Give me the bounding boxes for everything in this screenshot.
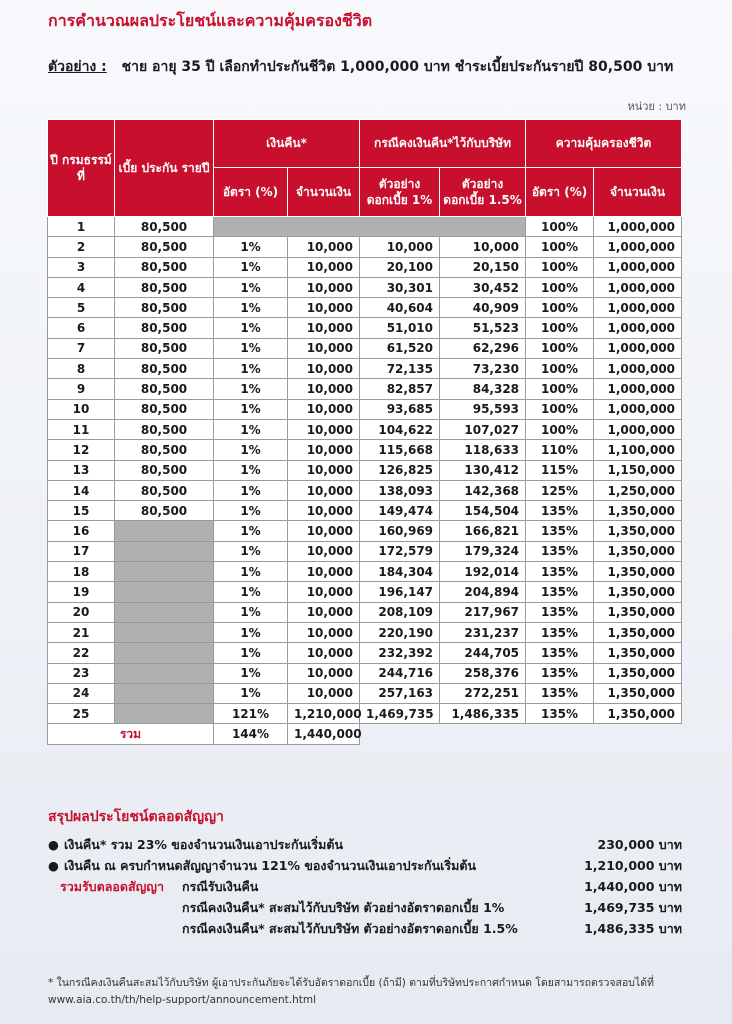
cell-coverage-rate: 135% <box>526 541 594 561</box>
page-title: การคำนวณผลประโยชน์และความคุ้มครองชีวิต <box>48 11 373 30</box>
cell-coverage-amount: 1,350,000 <box>594 562 682 582</box>
cell-interest-1-5: 10,000 <box>440 237 526 257</box>
header-cashback-amount: จำนวนเงิน <box>288 168 360 217</box>
cell-empty-gray <box>214 217 526 237</box>
cell-interest-1: 126,825 <box>360 460 440 480</box>
cell-coverage-rate: 135% <box>526 521 594 541</box>
total-amount: 1,440,000 <box>288 724 360 744</box>
cell-premium: 80,500 <box>115 399 214 419</box>
summary-title: สรุปผลประโยชน์ตลอดสัญญา <box>48 809 224 825</box>
cell-interest-1-5: 73,230 <box>440 359 526 379</box>
cell-cashback-rate: 1% <box>214 480 288 500</box>
cell-interest-1: 104,622 <box>360 419 440 439</box>
example-text: ชาย อายุ 35 ปี เลือกทำประกันชีวิต 1,000,000 บาท ชำระเบี้ยประกันรายปี 80,500 บาท <box>121 59 674 75</box>
cell-coverage-amount: 1,000,000 <box>594 419 682 439</box>
table-row <box>48 480 682 500</box>
cell-cashback-amount: 10,000 <box>288 359 360 379</box>
cell-interest-1: 208,109 <box>360 602 440 622</box>
cell-coverage-rate: 115% <box>526 460 594 480</box>
cell-cashback-rate: 1% <box>214 318 288 338</box>
cell-interest-1-5: 258,376 <box>440 663 526 683</box>
cell-premium <box>115 704 214 724</box>
cell-coverage-rate: 135% <box>526 683 594 703</box>
header-interest-1: ตัวอย่าง ดอกเบี้ย 1% <box>360 168 440 217</box>
table-row <box>48 622 682 642</box>
cell-interest-1: 40,604 <box>360 298 440 318</box>
cell-premium <box>115 602 214 622</box>
summary-item-value: 230,000 บาท <box>597 836 682 852</box>
table-row <box>48 501 682 521</box>
cell-coverage-amount: 1,350,000 <box>594 663 682 683</box>
cell-year: 3 <box>48 257 115 277</box>
cell-cashback-amount: 10,000 <box>288 541 360 561</box>
cell-cashback-rate: 1% <box>214 277 288 297</box>
summary-total-text: กรณีรับเงินคืน <box>182 878 259 894</box>
cell-interest-1: 1,469,735 <box>360 704 440 724</box>
cell-interest-1-5: 192,014 <box>440 562 526 582</box>
cell-cashback-amount: 10,000 <box>288 622 360 642</box>
table-row <box>48 602 682 622</box>
cell-cashback-amount: 1,210,000 <box>288 704 360 724</box>
cell-interest-1: 72,135 <box>360 359 440 379</box>
cell-premium <box>115 663 214 683</box>
cell-cashback-amount: 10,000 <box>288 602 360 622</box>
cell-premium <box>115 541 214 561</box>
table-row <box>48 298 682 318</box>
cell-coverage-rate: 135% <box>526 562 594 582</box>
cell-cashback-rate: 1% <box>214 419 288 439</box>
cell-interest-1: 196,147 <box>360 582 440 602</box>
cell-year: 15 <box>48 501 115 521</box>
cell-premium: 80,500 <box>115 440 214 460</box>
cell-year: 2 <box>48 237 115 257</box>
header-premium: เบี้ย ประกัน รายปี <box>115 120 214 217</box>
cell-coverage-amount: 1,350,000 <box>594 501 682 521</box>
table-row <box>48 704 682 724</box>
cell-coverage-amount: 1,350,000 <box>594 704 682 724</box>
example-line <box>48 56 673 78</box>
cell-coverage-rate: 100% <box>526 359 594 379</box>
cell-year: 24 <box>48 683 115 703</box>
cell-premium: 80,500 <box>115 237 214 257</box>
cell-coverage-rate: 100% <box>526 379 594 399</box>
cell-interest-1-5: 1,486,335 <box>440 704 526 724</box>
cell-premium: 80,500 <box>115 217 214 237</box>
cell-cashback-amount: 10,000 <box>288 399 360 419</box>
cell-interest-1-5: 40,909 <box>440 298 526 318</box>
table-row <box>48 541 682 561</box>
cell-year: 20 <box>48 602 115 622</box>
table-row <box>48 440 682 460</box>
table-row <box>48 277 682 297</box>
cell-coverage-amount: 1,000,000 <box>594 237 682 257</box>
footnote-text: * ในกรณีคงเงินคืนสะสมไว้กับบริษัท ผู้เอาประกันภัยจะได้รับอัตราดอกเบี้ย (ถ้ามี) ตามที่บริษัทประกาศกำหนด โดยสามารถตรวจสอบได้ที่ <box>48 977 654 989</box>
header-coverage-rate: อัตรา (%) <box>526 168 594 217</box>
cell-interest-1-5: 204,894 <box>440 582 526 602</box>
cell-coverage-amount: 1,000,000 <box>594 318 682 338</box>
table-body <box>48 217 682 745</box>
table-row <box>48 338 682 358</box>
cell-cashback-rate: 1% <box>214 379 288 399</box>
cell-cashback-amount: 10,000 <box>288 521 360 541</box>
table-row <box>48 318 682 338</box>
cell-year: 18 <box>48 562 115 582</box>
cell-coverage-rate: 125% <box>526 480 594 500</box>
cell-cashback-rate: 1% <box>214 602 288 622</box>
cell-year: 16 <box>48 521 115 541</box>
cell-interest-1: 30,301 <box>360 277 440 297</box>
cell-cashback-rate: 1% <box>214 338 288 358</box>
cell-cashback-amount: 10,000 <box>288 683 360 703</box>
cell-cashback-amount: 10,000 <box>288 298 360 318</box>
summary-item <box>48 834 682 855</box>
cell-coverage-amount: 1,100,000 <box>594 440 682 460</box>
summary-total-value: 1,440,000 บาท <box>584 878 682 894</box>
cell-coverage-rate: 135% <box>526 704 594 724</box>
cell-coverage-rate: 135% <box>526 643 594 663</box>
cell-coverage-rate: 100% <box>526 419 594 439</box>
cell-coverage-rate: 135% <box>526 602 594 622</box>
cell-year: 4 <box>48 277 115 297</box>
cell-cashback-amount: 10,000 <box>288 257 360 277</box>
cell-cashback-rate: 1% <box>214 582 288 602</box>
table-row <box>48 460 682 480</box>
cell-cashback-rate: 1% <box>214 440 288 460</box>
cell-year: 9 <box>48 379 115 399</box>
cell-premium: 80,500 <box>115 338 214 358</box>
header-deposit: กรณีคงเงินคืน*ไว้กับบริษัท <box>360 120 526 168</box>
table-row <box>48 399 682 419</box>
cell-year: 21 <box>48 622 115 642</box>
cell-interest-1: 184,304 <box>360 562 440 582</box>
cell-coverage-rate: 100% <box>526 298 594 318</box>
cell-cashback-rate: 1% <box>214 562 288 582</box>
cell-interest-1: 115,668 <box>360 440 440 460</box>
total-label: รวม <box>48 724 214 744</box>
cell-premium: 80,500 <box>115 379 214 399</box>
cell-cashback-amount: 10,000 <box>288 643 360 663</box>
cell-coverage-amount: 1,000,000 <box>594 379 682 399</box>
cell-year: 11 <box>48 419 115 439</box>
cell-cashback-amount: 10,000 <box>288 379 360 399</box>
summary-total-label: รวมรับตลอดสัญญา <box>60 878 164 894</box>
header-cashback-rate: อัตรา (%) <box>214 168 288 217</box>
cell-coverage-amount: 1,000,000 <box>594 338 682 358</box>
table-total-row <box>48 724 682 744</box>
cell-year: 5 <box>48 298 115 318</box>
cell-cashback-rate: 1% <box>214 643 288 663</box>
cell-premium: 80,500 <box>115 501 214 521</box>
cell-coverage-amount: 1,250,000 <box>594 480 682 500</box>
cell-coverage-amount: 1,350,000 <box>594 643 682 663</box>
cell-interest-1: 172,579 <box>360 541 440 561</box>
cell-cashback-amount: 10,000 <box>288 419 360 439</box>
cell-cashback-amount: 10,000 <box>288 440 360 460</box>
cell-interest-1-5: 84,328 <box>440 379 526 399</box>
cell-coverage-rate: 135% <box>526 663 594 683</box>
cell-interest-1-5: 107,027 <box>440 419 526 439</box>
cell-cashback-amount: 10,000 <box>288 338 360 358</box>
table-row <box>48 643 682 663</box>
cell-interest-1-5: 179,324 <box>440 541 526 561</box>
cell-interest-1-5: 20,150 <box>440 257 526 277</box>
cell-cashback-rate: 1% <box>214 521 288 541</box>
cell-premium: 80,500 <box>115 277 214 297</box>
cell-coverage-amount: 1,000,000 <box>594 217 682 237</box>
header-coverage-amount: จำนวนเงิน <box>594 168 682 217</box>
bullet-icon: ● <box>48 858 59 873</box>
cell-year: 25 <box>48 704 115 724</box>
cell-premium: 80,500 <box>115 298 214 318</box>
cell-coverage-amount: 1,350,000 <box>594 521 682 541</box>
summary-item-text: เงินคืน ณ ครบกำหนดสัญญาจำนวน 121% ของจำนวนเงินเอาประกันเริ่มต้น <box>64 857 477 873</box>
cell-coverage-rate: 135% <box>526 501 594 521</box>
table-row <box>48 683 682 703</box>
summary-item-value: 1,210,000 บาท <box>584 857 682 873</box>
cell-coverage-amount: 1,000,000 <box>594 399 682 419</box>
summary-item-text: เงินคืน* รวม 23% ของจำนวนเงินเอาประกันเริ่มต้น <box>64 836 344 852</box>
cell-coverage-rate: 135% <box>526 622 594 642</box>
benefit-table <box>47 119 682 745</box>
table-row <box>48 562 682 582</box>
cell-premium <box>115 643 214 663</box>
total-blank <box>360 724 682 744</box>
example-label: ตัวอย่าง : <box>48 59 107 75</box>
footnote <box>48 975 688 1009</box>
cell-year: 10 <box>48 399 115 419</box>
cell-coverage-amount: 1,350,000 <box>594 541 682 561</box>
cell-coverage-rate: 135% <box>526 582 594 602</box>
cell-interest-1-5: 154,504 <box>440 501 526 521</box>
cell-premium <box>115 622 214 642</box>
cell-premium <box>115 582 214 602</box>
cell-premium: 80,500 <box>115 257 214 277</box>
cell-cashback-amount: 10,000 <box>288 277 360 297</box>
cell-premium <box>115 683 214 703</box>
cell-interest-1-5: 244,705 <box>440 643 526 663</box>
cell-coverage-amount: 1,000,000 <box>594 298 682 318</box>
table-row <box>48 379 682 399</box>
cell-coverage-amount: 1,350,000 <box>594 622 682 642</box>
cell-coverage-rate: 100% <box>526 237 594 257</box>
cell-coverage-rate: 100% <box>526 277 594 297</box>
cell-interest-1-5: 95,593 <box>440 399 526 419</box>
table-row <box>48 663 682 683</box>
summary-section <box>48 806 682 939</box>
cell-interest-1: 160,969 <box>360 521 440 541</box>
cell-cashback-rate: 1% <box>214 622 288 642</box>
cell-interest-1: 20,100 <box>360 257 440 277</box>
summary-total-value: 1,469,735 บาท <box>584 899 682 915</box>
cell-cashback-rate: 1% <box>214 257 288 277</box>
footnote-link: www.aia.co.th/th/help-support/announcement.html <box>48 993 316 1006</box>
cell-interest-1: 10,000 <box>360 237 440 257</box>
cell-year: 17 <box>48 541 115 561</box>
cell-interest-1-5: 130,412 <box>440 460 526 480</box>
cell-coverage-rate: 100% <box>526 399 594 419</box>
cell-year: 12 <box>48 440 115 460</box>
table-row <box>48 257 682 277</box>
cell-cashback-rate: 1% <box>214 359 288 379</box>
summary-total-text: กรณีคงเงินคืน* สะสมไว้กับบริษัท ตัวอย่างอัตราดอกเบี้ย 1% <box>182 899 505 915</box>
cell-coverage-rate: 100% <box>526 338 594 358</box>
cell-coverage-rate: 100% <box>526 217 594 237</box>
cell-coverage-rate: 100% <box>526 257 594 277</box>
header-interest-1-5: ตัวอย่าง ดอกเบี้ย 1.5% <box>440 168 526 217</box>
summary-total-row <box>48 918 682 939</box>
cell-year: 7 <box>48 338 115 358</box>
cell-premium: 80,500 <box>115 419 214 439</box>
cell-cashback-rate: 121% <box>214 704 288 724</box>
cell-year: 6 <box>48 318 115 338</box>
cell-interest-1-5: 272,251 <box>440 683 526 703</box>
table-row <box>48 521 682 541</box>
cell-cashback-amount: 10,000 <box>288 501 360 521</box>
cell-interest-1: 93,685 <box>360 399 440 419</box>
cell-premium: 80,500 <box>115 318 214 338</box>
cell-cashback-rate: 1% <box>214 663 288 683</box>
cell-interest-1-5: 51,523 <box>440 318 526 338</box>
summary-item <box>48 855 682 876</box>
cell-cashback-rate: 1% <box>214 399 288 419</box>
cell-year: 19 <box>48 582 115 602</box>
cell-cashback-rate: 1% <box>214 683 288 703</box>
cell-interest-1-5: 166,821 <box>440 521 526 541</box>
cell-interest-1-5: 62,296 <box>440 338 526 358</box>
cell-coverage-amount: 1,350,000 <box>594 683 682 703</box>
cell-coverage-amount: 1,000,000 <box>594 277 682 297</box>
cell-premium: 80,500 <box>115 480 214 500</box>
cell-year: 14 <box>48 480 115 500</box>
header-coverage: ความคุ้มครองชีวิต <box>526 120 682 168</box>
summary-total-value: 1,486,335 บาท <box>584 920 682 936</box>
cell-premium <box>115 562 214 582</box>
cell-year: 1 <box>48 217 115 237</box>
cell-interest-1: 51,010 <box>360 318 440 338</box>
cell-interest-1-5: 118,633 <box>440 440 526 460</box>
cell-cashback-amount: 10,000 <box>288 480 360 500</box>
cell-interest-1: 220,190 <box>360 622 440 642</box>
cell-coverage-rate: 110% <box>526 440 594 460</box>
table-row <box>48 359 682 379</box>
cell-cashback-rate: 1% <box>214 298 288 318</box>
table-row <box>48 419 682 439</box>
cell-coverage-amount: 1,350,000 <box>594 582 682 602</box>
cell-coverage-amount: 1,000,000 <box>594 257 682 277</box>
bullet-icon: ● <box>48 837 59 852</box>
cell-interest-1: 82,857 <box>360 379 440 399</box>
cell-cashback-amount: 10,000 <box>288 562 360 582</box>
header-cashback: เงินคืน* <box>214 120 360 168</box>
cell-coverage-amount: 1,000,000 <box>594 359 682 379</box>
cell-premium: 80,500 <box>115 460 214 480</box>
table-row <box>48 582 682 602</box>
header-year: ปี กรมธรรม์ ที่ <box>48 120 115 217</box>
cell-interest-1: 138,093 <box>360 480 440 500</box>
cell-year: 13 <box>48 460 115 480</box>
cell-interest-1: 232,392 <box>360 643 440 663</box>
cell-coverage-amount: 1,350,000 <box>594 602 682 622</box>
cell-premium: 80,500 <box>115 359 214 379</box>
cell-cashback-amount: 10,000 <box>288 663 360 683</box>
cell-interest-1: 257,163 <box>360 683 440 703</box>
cell-interest-1-5: 231,237 <box>440 622 526 642</box>
cell-cashback-amount: 10,000 <box>288 318 360 338</box>
cell-interest-1: 61,520 <box>360 338 440 358</box>
total-rate: 144% <box>214 724 288 744</box>
cell-cashback-rate: 1% <box>214 460 288 480</box>
summary-total-row <box>48 876 682 897</box>
unit-label: หน่วย : บาท <box>627 100 686 113</box>
cell-interest-1-5: 217,967 <box>440 602 526 622</box>
cell-cashback-rate: 1% <box>214 501 288 521</box>
cell-coverage-rate: 100% <box>526 318 594 338</box>
cell-interest-1: 244,716 <box>360 663 440 683</box>
cell-premium <box>115 521 214 541</box>
summary-total-row <box>48 897 682 918</box>
cell-year: 22 <box>48 643 115 663</box>
table-row <box>48 217 682 237</box>
cell-cashback-amount: 10,000 <box>288 582 360 602</box>
cell-cashback-rate: 1% <box>214 237 288 257</box>
cell-year: 23 <box>48 663 115 683</box>
cell-cashback-rate: 1% <box>214 541 288 561</box>
cell-interest-1-5: 30,452 <box>440 277 526 297</box>
cell-cashback-amount: 10,000 <box>288 460 360 480</box>
table-row <box>48 237 682 257</box>
cell-interest-1-5: 142,368 <box>440 480 526 500</box>
cell-cashback-amount: 10,000 <box>288 237 360 257</box>
cell-year: 8 <box>48 359 115 379</box>
summary-total-text: กรณีคงเงินคืน* สะสมไว้กับบริษัท ตัวอย่างอัตราดอกเบี้ย 1.5% <box>182 920 518 936</box>
cell-interest-1: 149,474 <box>360 501 440 521</box>
cell-coverage-amount: 1,150,000 <box>594 460 682 480</box>
